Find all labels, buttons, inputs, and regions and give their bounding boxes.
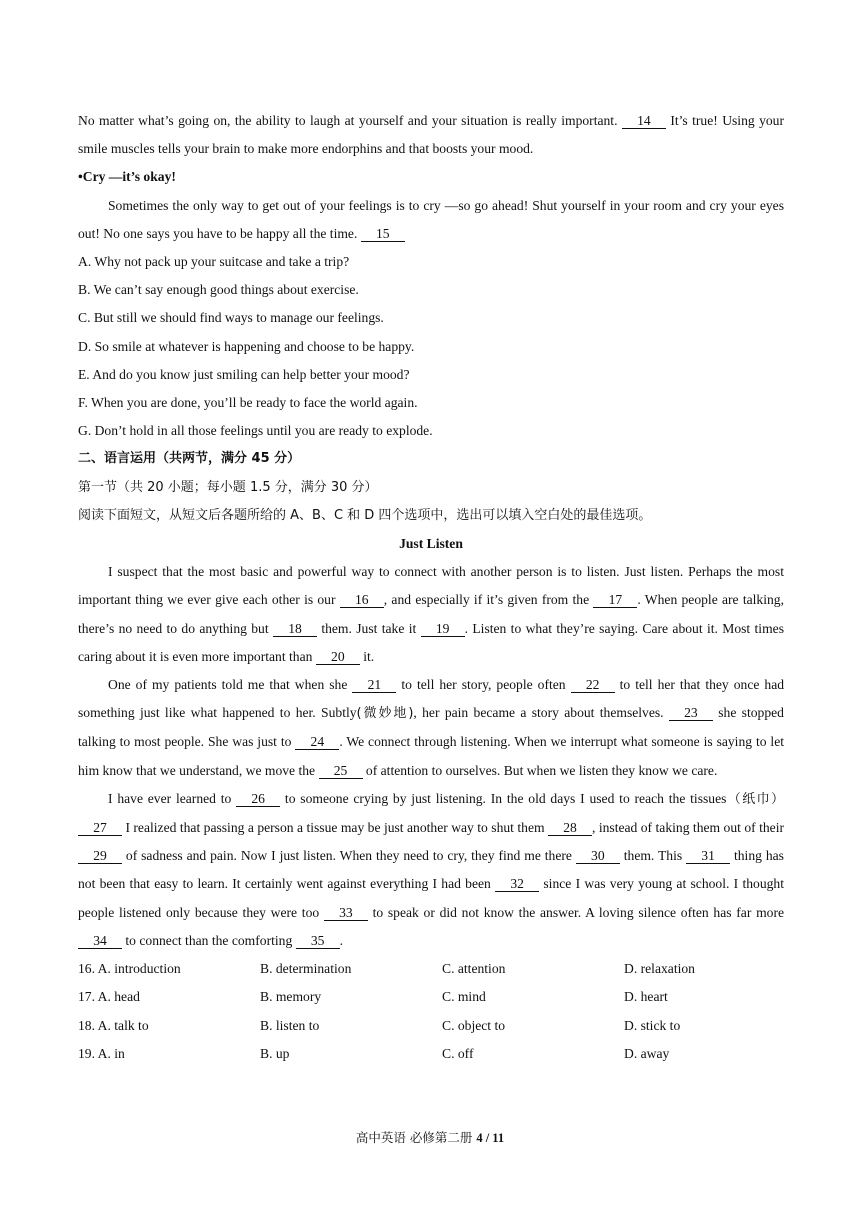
text: of sadness and pain. Now I just listen. When they need to cry, they find me there	[125, 848, 572, 864]
text: I realized that passing a person a tissue may be just another way to shut them	[125, 820, 545, 836]
blank-18: 18	[273, 622, 317, 637]
cloze-title: Just Listen	[399, 536, 463, 552]
text: I have ever learned to	[108, 790, 232, 806]
blank-34: 34	[78, 934, 122, 949]
choice-c: C. mind	[442, 989, 486, 1005]
gloss: (微妙地)	[356, 706, 414, 722]
text: of attention to ourselves. But when we listen they know we care.	[365, 762, 718, 778]
text: One of my patients told me that when she	[108, 677, 348, 693]
text: them. Just take it	[321, 620, 417, 636]
blank-17: 17	[593, 593, 637, 608]
blank-21: 21	[352, 678, 396, 693]
text: . Listen to what they’re saying. Care about it. Most times caring about it is even more important than	[78, 620, 784, 664]
gloss: （纸巾）	[726, 791, 784, 807]
text: I suspect that the most basic and powerful way to connect with another person is to listen. Just listen. Perhaps the most important thing we ever give each other is our	[78, 564, 784, 608]
question-19	[78, 1040, 784, 1068]
choice-a: 19. A. in	[78, 1045, 125, 1061]
blank-22: 22	[571, 678, 615, 693]
question-18	[78, 1012, 784, 1040]
blank-23: 23	[669, 706, 713, 721]
text: , and especially if it’s given from the	[383, 592, 590, 608]
passage-paragraph	[78, 192, 784, 248]
text: it.	[363, 648, 375, 664]
option-d: D. So smile at whatever is happening and choose to be happy.	[78, 338, 415, 354]
blank-35: 35	[296, 934, 340, 949]
text: , instead of taking them out of their	[592, 820, 784, 836]
text: she stopped talking to most people. She was just to	[78, 705, 784, 750]
text: .	[339, 932, 344, 948]
cry-heading: •Cry —it’s okay!	[78, 169, 176, 185]
cloze-paragraph-2	[78, 671, 784, 785]
cloze-paragraph-3	[78, 785, 784, 955]
blank-19: 19	[421, 622, 465, 637]
blank-31: 31	[686, 849, 730, 864]
blank-27: 27	[78, 821, 122, 836]
instruction: 阅读下面短文，从短文后各题所给的 A、B、C 和 D 四个选项中，选出可以填入空白处的最佳选项。	[78, 507, 652, 523]
option-f: F. When you are done, you’ll be ready to face the world again.	[78, 395, 418, 411]
blank-33: 33	[324, 906, 368, 921]
text: No matter what’s going on, the ability to laugh at yourself and your situation is really important.	[78, 113, 618, 128]
question-17	[78, 983, 784, 1011]
choice-d: D. stick to	[624, 1017, 681, 1033]
choice-c: C. attention	[442, 961, 506, 977]
blank-26: 26	[236, 792, 280, 807]
section-title: 二、语言运用（共两节，满分 45 分）	[78, 451, 301, 467]
choice-a: 18. A. talk to	[78, 1017, 149, 1033]
passage-paragraph	[78, 107, 784, 163]
text: Sometimes the only way to get out of your feelings is to cry —so go ahead! Shut yourself in your room and cry your eyes out! No one says you have to be happy all the time.	[78, 197, 784, 241]
choice-d: D. relaxation	[624, 961, 695, 977]
choice-c: C. off	[442, 1045, 474, 1061]
page-footer	[0, 1128, 860, 1146]
blank-24: 24	[295, 735, 339, 750]
choice-b: B. up	[260, 1045, 290, 1061]
blank-20: 20	[316, 650, 360, 665]
text: . When people are talking, there’s no need to do anything but	[78, 592, 784, 636]
footer-label: 高中英语 必修第二册	[355, 1130, 473, 1145]
text: since I was very young at school. I thought people listened only because they were too	[78, 876, 784, 920]
text: thing has not been that easy to learn. It certainly went against everything I had been	[78, 848, 784, 892]
text: to tell her story, people often	[401, 677, 566, 693]
choice-b: B. memory	[260, 989, 322, 1005]
choice-a: 16. A. introduction	[78, 961, 181, 977]
choice-a: 17. A. head	[78, 989, 140, 1005]
blank-14: 14	[622, 114, 666, 129]
blank-15: 15	[361, 227, 405, 242]
blank-29: 29	[78, 849, 122, 864]
text: , her pain became a story about themselves.	[413, 705, 664, 721]
option-c: C. But still we should find ways to manage our feelings.	[78, 310, 384, 326]
document-page	[78, 107, 784, 1068]
blank-28: 28	[548, 821, 592, 836]
choice-b: B. determination	[260, 961, 352, 977]
choice-d: D. heart	[624, 989, 668, 1005]
blank-16: 16	[340, 593, 384, 608]
cloze-paragraph-1	[78, 558, 784, 671]
text: them. This	[623, 848, 683, 864]
part-title: 第一节（共 20 小题；每小题 1.5 分，满分 30 分）	[78, 479, 378, 495]
choice-b: B. listen to	[260, 1017, 320, 1033]
text: to someone crying by just listening. In the old days I used to reach the tissues	[284, 790, 727, 806]
blank-25: 25	[319, 764, 363, 779]
choice-c: C. object to	[442, 1017, 506, 1033]
text: . We connect through listening. When we interrupt what someone is saying to let him know that we understand, we move the	[78, 734, 785, 778]
choice-d: D. away	[624, 1045, 670, 1061]
text: to tell her that they once had something just like what happened to her. Subtly	[78, 677, 785, 721]
blank-30: 30	[576, 849, 620, 864]
option-g: G. Don’t hold in all those feelings until you are ready to explode.	[78, 423, 433, 439]
blank-32: 32	[495, 877, 539, 892]
option-b: B. We can’t say enough good things about exercise.	[78, 282, 359, 298]
option-a: A. Why not pack up your suitcase and take a trip?	[78, 254, 350, 270]
text: to speak or did not know the answer. A loving silence often has far more	[372, 904, 785, 920]
page-number: 4 / 11	[476, 1131, 505, 1145]
question-16	[78, 955, 784, 983]
text: to connect than the comforting	[125, 932, 293, 948]
option-e: E. And do you know just smiling can help better your mood?	[78, 366, 410, 382]
text: It’s true! Using your smile muscles tells your brain to make more endorphins and that boosts your mood.	[78, 113, 785, 157]
